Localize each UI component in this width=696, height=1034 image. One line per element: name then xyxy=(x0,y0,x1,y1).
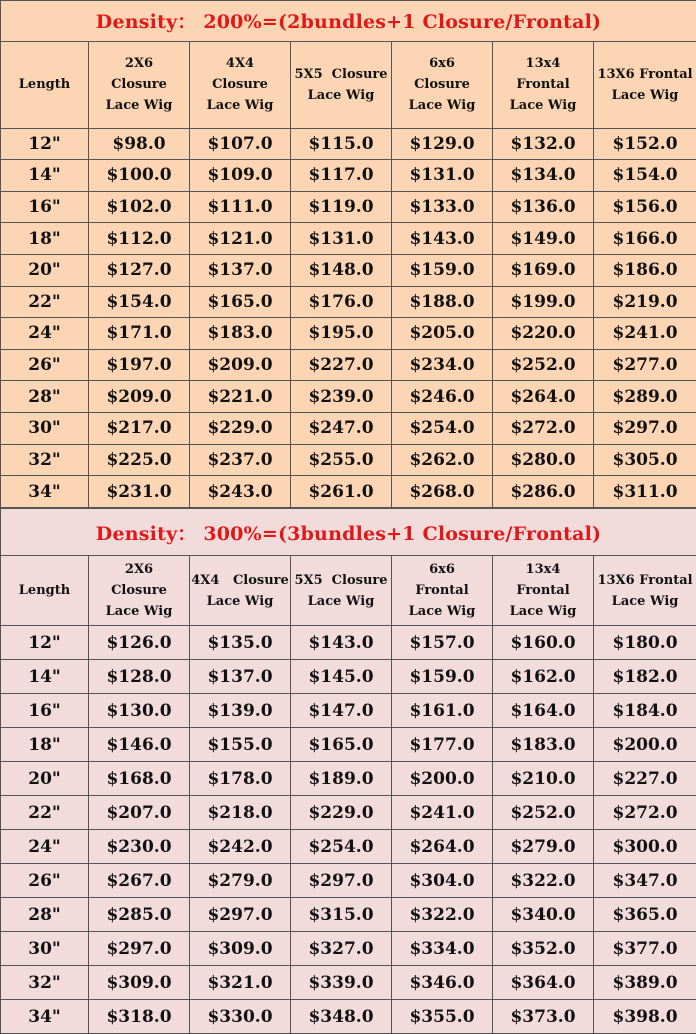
length-column-header xyxy=(1,556,89,626)
price-cell: $168.0 xyxy=(89,762,190,796)
price-cell: $373.0 xyxy=(493,1000,594,1034)
price-cell: $311.0 xyxy=(594,476,696,508)
price-cell: $241.0 xyxy=(392,796,493,830)
price-cell: $209.0 xyxy=(89,381,190,413)
length-cell: 24" xyxy=(1,830,89,864)
price-cell: $220.0 xyxy=(493,318,594,350)
price-cell: $209.0 xyxy=(190,349,291,381)
length-column-header xyxy=(1,41,89,128)
wig-type-column-header xyxy=(594,556,696,626)
table-row xyxy=(1,932,696,966)
price-cell: $127.0 xyxy=(89,254,190,286)
price-cell: $322.0 xyxy=(392,898,493,932)
table-row xyxy=(1,223,696,255)
price-cell: $241.0 xyxy=(594,318,696,350)
header-line: Lace Wig xyxy=(307,593,375,609)
length-cell: 26" xyxy=(1,864,89,898)
wig-type-column-header xyxy=(190,41,291,128)
price-cell: $252.0 xyxy=(493,349,594,381)
density-200-section xyxy=(0,0,696,508)
density-title: Density： 200%=(2bundles+1 Closure/Frontal) xyxy=(1,1,696,42)
price-cell: $231.0 xyxy=(89,476,190,508)
price-cell: $131.0 xyxy=(291,223,392,255)
price-cell: $285.0 xyxy=(89,898,190,932)
length-cell: 18" xyxy=(1,728,89,762)
price-cell: $255.0 xyxy=(291,444,392,476)
price-cell: $229.0 xyxy=(291,796,392,830)
price-cell: $112.0 xyxy=(89,223,190,255)
price-cell: $242.0 xyxy=(190,830,291,864)
price-cell: $165.0 xyxy=(190,286,291,318)
price-cell: $166.0 xyxy=(594,223,696,255)
density-200-price-table xyxy=(0,0,696,508)
price-cell: $200.0 xyxy=(392,762,493,796)
price-cell: $264.0 xyxy=(392,830,493,864)
length-cell: 12" xyxy=(1,128,89,160)
price-cell: $160.0 xyxy=(493,626,594,660)
price-cell: $355.0 xyxy=(392,1000,493,1034)
price-cell: $217.0 xyxy=(89,412,190,444)
wig-type-column-header xyxy=(291,556,392,626)
length-cell: 24" xyxy=(1,318,89,350)
price-cell: $300.0 xyxy=(594,830,696,864)
price-cell: $148.0 xyxy=(291,254,392,286)
price-cell: $348.0 xyxy=(291,1000,392,1034)
price-cell: $107.0 xyxy=(190,128,291,160)
price-cell: $377.0 xyxy=(594,932,696,966)
table-row xyxy=(1,830,696,864)
price-cell: $315.0 xyxy=(291,898,392,932)
wig-type-column-header xyxy=(493,556,594,626)
length-cell: 22" xyxy=(1,796,89,830)
price-cell: $218.0 xyxy=(190,796,291,830)
price-cell: $280.0 xyxy=(493,444,594,476)
price-cell: $183.0 xyxy=(493,728,594,762)
price-cell: $154.0 xyxy=(89,286,190,318)
price-cell: $184.0 xyxy=(594,694,696,728)
header-line: 2X6 xyxy=(124,562,154,577)
price-cell: $159.0 xyxy=(392,660,493,694)
price-cell: $100.0 xyxy=(89,160,190,192)
price-cell: $102.0 xyxy=(89,191,190,223)
price-cell: $243.0 xyxy=(190,476,291,508)
price-cell: $137.0 xyxy=(190,254,291,286)
price-cell: $221.0 xyxy=(190,381,291,413)
table-row xyxy=(1,128,696,160)
price-cell: $297.0 xyxy=(89,932,190,966)
price-cell: $176.0 xyxy=(291,286,392,318)
wig-type-column-header xyxy=(89,41,190,128)
price-cell: $132.0 xyxy=(493,128,594,160)
price-cell: $247.0 xyxy=(291,412,392,444)
price-cell: $279.0 xyxy=(190,864,291,898)
price-cell: $398.0 xyxy=(594,1000,696,1034)
price-cell: $322.0 xyxy=(493,864,594,898)
header-line: 5X5 Closure xyxy=(294,66,388,82)
price-cell: $121.0 xyxy=(190,223,291,255)
price-cell: $272.0 xyxy=(493,412,594,444)
price-cell: $261.0 xyxy=(291,476,392,508)
length-cell: 16" xyxy=(1,191,89,223)
table-row xyxy=(1,349,696,381)
wig-type-column-header xyxy=(493,41,594,128)
header-line: Closure xyxy=(212,77,268,93)
price-cell: $339.0 xyxy=(291,966,392,1000)
header-line: Lace Wig xyxy=(408,604,476,619)
price-cell: $136.0 xyxy=(493,191,594,223)
price-cell: $159.0 xyxy=(392,254,493,286)
header-line: Closure xyxy=(111,77,167,93)
price-cell: $365.0 xyxy=(594,898,696,932)
length-cell: 20" xyxy=(1,762,89,796)
table-row xyxy=(1,318,696,350)
table-row xyxy=(1,694,696,728)
density-300-section xyxy=(0,508,696,1034)
price-cell: $277.0 xyxy=(594,349,696,381)
price-cell: $227.0 xyxy=(594,762,696,796)
table-row xyxy=(1,254,696,286)
price-cell: $156.0 xyxy=(594,191,696,223)
price-cell: $321.0 xyxy=(190,966,291,1000)
price-cell: $304.0 xyxy=(392,864,493,898)
price-cell: $195.0 xyxy=(291,318,392,350)
price-cell: $135.0 xyxy=(190,626,291,660)
length-cell: 28" xyxy=(1,381,89,413)
price-cell: $98.0 xyxy=(89,128,190,160)
price-cell: $130.0 xyxy=(89,694,190,728)
wig-type-column-header xyxy=(291,41,392,128)
wig-type-column-header xyxy=(594,41,696,128)
table-row xyxy=(1,660,696,694)
price-cell: $254.0 xyxy=(291,830,392,864)
table-row xyxy=(1,160,696,192)
price-cell: $111.0 xyxy=(190,191,291,223)
price-cell: $207.0 xyxy=(89,796,190,830)
title-row xyxy=(1,1,696,42)
price-cell: $155.0 xyxy=(190,728,291,762)
price-cell: $129.0 xyxy=(392,128,493,160)
header-line: Frontal xyxy=(415,583,469,598)
length-cell: 32" xyxy=(1,444,89,476)
price-cell: $239.0 xyxy=(291,381,392,413)
header-line: Lace Wig xyxy=(509,98,577,114)
wig-type-column-header xyxy=(392,41,493,128)
header-line: 13x4 xyxy=(525,56,561,72)
header-row xyxy=(1,556,696,626)
price-cell: $262.0 xyxy=(392,444,493,476)
length-cell: 12" xyxy=(1,626,89,660)
length-cell: 16" xyxy=(1,694,89,728)
header-line: Lace Wig xyxy=(611,87,679,103)
price-cell: $186.0 xyxy=(594,254,696,286)
price-cell: $364.0 xyxy=(493,966,594,1000)
price-cell: $169.0 xyxy=(493,254,594,286)
header-line: 6x6 xyxy=(429,56,455,72)
price-cell: $268.0 xyxy=(392,476,493,508)
price-cell: $131.0 xyxy=(392,160,493,192)
price-cell: $197.0 xyxy=(89,349,190,381)
length-cell: 28" xyxy=(1,898,89,932)
price-cell: $230.0 xyxy=(89,830,190,864)
price-cell: $252.0 xyxy=(493,796,594,830)
header-line: 4X4 Closure xyxy=(191,572,289,588)
price-cell: $149.0 xyxy=(493,223,594,255)
price-cell: $183.0 xyxy=(190,318,291,350)
table-row xyxy=(1,286,696,318)
length-cell: 18" xyxy=(1,223,89,255)
length-cell: 26" xyxy=(1,349,89,381)
price-cell: $126.0 xyxy=(89,626,190,660)
table-row xyxy=(1,796,696,830)
header-line: Closure xyxy=(414,77,470,93)
price-cell: $289.0 xyxy=(594,381,696,413)
price-cell: $143.0 xyxy=(291,626,392,660)
table-row xyxy=(1,444,696,476)
header-line: Lace Wig xyxy=(307,87,375,103)
price-cell: $165.0 xyxy=(291,728,392,762)
header-line: Lace Wig xyxy=(408,98,476,114)
price-cell: $154.0 xyxy=(594,160,696,192)
price-cell: $189.0 xyxy=(291,762,392,796)
price-cell: $297.0 xyxy=(190,898,291,932)
price-cell: $237.0 xyxy=(190,444,291,476)
price-cell: $340.0 xyxy=(493,898,594,932)
table-row xyxy=(1,762,696,796)
price-cell: $225.0 xyxy=(89,444,190,476)
header-line: Length xyxy=(18,77,71,93)
header-line: Frontal xyxy=(516,583,570,598)
price-cell: $297.0 xyxy=(291,864,392,898)
density-300-price-table xyxy=(0,508,696,1034)
price-cell: $279.0 xyxy=(493,830,594,864)
price-cell: $327.0 xyxy=(291,932,392,966)
price-cell: $200.0 xyxy=(594,728,696,762)
price-cell: $286.0 xyxy=(493,476,594,508)
length-cell: 32" xyxy=(1,966,89,1000)
header-line: Lace Wig xyxy=(206,593,274,609)
price-cell: $119.0 xyxy=(291,191,392,223)
length-cell: 30" xyxy=(1,932,89,966)
price-cell: $137.0 xyxy=(190,660,291,694)
price-cell: $115.0 xyxy=(291,128,392,160)
table-row xyxy=(1,191,696,223)
header-line: Closure xyxy=(111,583,167,598)
price-cell: $219.0 xyxy=(594,286,696,318)
price-cell: $178.0 xyxy=(190,762,291,796)
header-line: 13X6 Frontal xyxy=(597,66,693,82)
price-cell: $352.0 xyxy=(493,932,594,966)
table-row xyxy=(1,898,696,932)
table-row xyxy=(1,728,696,762)
header-line: 13x4 xyxy=(525,562,561,577)
header-line: 5X5 Closure xyxy=(294,572,388,588)
wig-type-column-header xyxy=(89,556,190,626)
header-line: Lace Wig xyxy=(206,98,274,114)
table-row xyxy=(1,476,696,508)
price-cell: $330.0 xyxy=(190,1000,291,1034)
header-line: Length xyxy=(18,583,71,598)
price-cell: $246.0 xyxy=(392,381,493,413)
price-cell: $157.0 xyxy=(392,626,493,660)
price-cell: $347.0 xyxy=(594,864,696,898)
price-cell: $229.0 xyxy=(190,412,291,444)
table-row xyxy=(1,864,696,898)
price-cell: $205.0 xyxy=(392,318,493,350)
price-cell: $134.0 xyxy=(493,160,594,192)
price-cell: $254.0 xyxy=(392,412,493,444)
title-row xyxy=(1,509,696,556)
price-cell: $210.0 xyxy=(493,762,594,796)
price-cell: $346.0 xyxy=(392,966,493,1000)
header-line: Frontal xyxy=(516,77,570,93)
price-cell: $171.0 xyxy=(89,318,190,350)
price-cell: $152.0 xyxy=(594,128,696,160)
price-cell: $128.0 xyxy=(89,660,190,694)
length-cell: 22" xyxy=(1,286,89,318)
table-row xyxy=(1,412,696,444)
table-row xyxy=(1,966,696,1000)
price-cell: $139.0 xyxy=(190,694,291,728)
length-cell: 34" xyxy=(1,1000,89,1034)
header-line: 13X6 Frontal xyxy=(597,572,693,588)
header-line: Lace Wig xyxy=(105,604,173,619)
price-cell: $309.0 xyxy=(89,966,190,1000)
price-cell: $305.0 xyxy=(594,444,696,476)
price-cell: $133.0 xyxy=(392,191,493,223)
table-row xyxy=(1,381,696,413)
price-cell: $318.0 xyxy=(89,1000,190,1034)
price-cell: $297.0 xyxy=(594,412,696,444)
length-cell: 14" xyxy=(1,160,89,192)
header-line: 2X6 xyxy=(124,56,154,72)
density-title: Density： 300%=(3bundles+1 Closure/Frontal) xyxy=(1,509,696,556)
header-row xyxy=(1,41,696,128)
price-cell: $188.0 xyxy=(392,286,493,318)
price-cell: $182.0 xyxy=(594,660,696,694)
table-row xyxy=(1,626,696,660)
table-row xyxy=(1,1000,696,1034)
price-cell: $267.0 xyxy=(89,864,190,898)
header-line: 4X4 xyxy=(225,56,255,72)
header-line: Lace Wig xyxy=(105,98,173,114)
price-cell: $146.0 xyxy=(89,728,190,762)
price-cell: $199.0 xyxy=(493,286,594,318)
price-cell: $389.0 xyxy=(594,966,696,1000)
wig-type-column-header xyxy=(190,556,291,626)
price-cell: $143.0 xyxy=(392,223,493,255)
length-cell: 20" xyxy=(1,254,89,286)
price-cell: $334.0 xyxy=(392,932,493,966)
price-cell: $117.0 xyxy=(291,160,392,192)
header-line: Lace Wig xyxy=(509,604,577,619)
price-cell: $309.0 xyxy=(190,932,291,966)
price-cell: $234.0 xyxy=(392,349,493,381)
length-cell: 30" xyxy=(1,412,89,444)
price-cell: $109.0 xyxy=(190,160,291,192)
wig-type-column-header xyxy=(392,556,493,626)
length-cell: 14" xyxy=(1,660,89,694)
length-cell: 34" xyxy=(1,476,89,508)
price-cell: $162.0 xyxy=(493,660,594,694)
price-cell: $272.0 xyxy=(594,796,696,830)
price-cell: $147.0 xyxy=(291,694,392,728)
price-cell: $180.0 xyxy=(594,626,696,660)
price-cell: $161.0 xyxy=(392,694,493,728)
header-line: Lace Wig xyxy=(611,593,679,609)
header-line: 6x6 xyxy=(429,562,455,577)
price-cell: $227.0 xyxy=(291,349,392,381)
price-cell: $164.0 xyxy=(493,694,594,728)
price-cell: $177.0 xyxy=(392,728,493,762)
price-cell: $145.0 xyxy=(291,660,392,694)
price-cell: $264.0 xyxy=(493,381,594,413)
